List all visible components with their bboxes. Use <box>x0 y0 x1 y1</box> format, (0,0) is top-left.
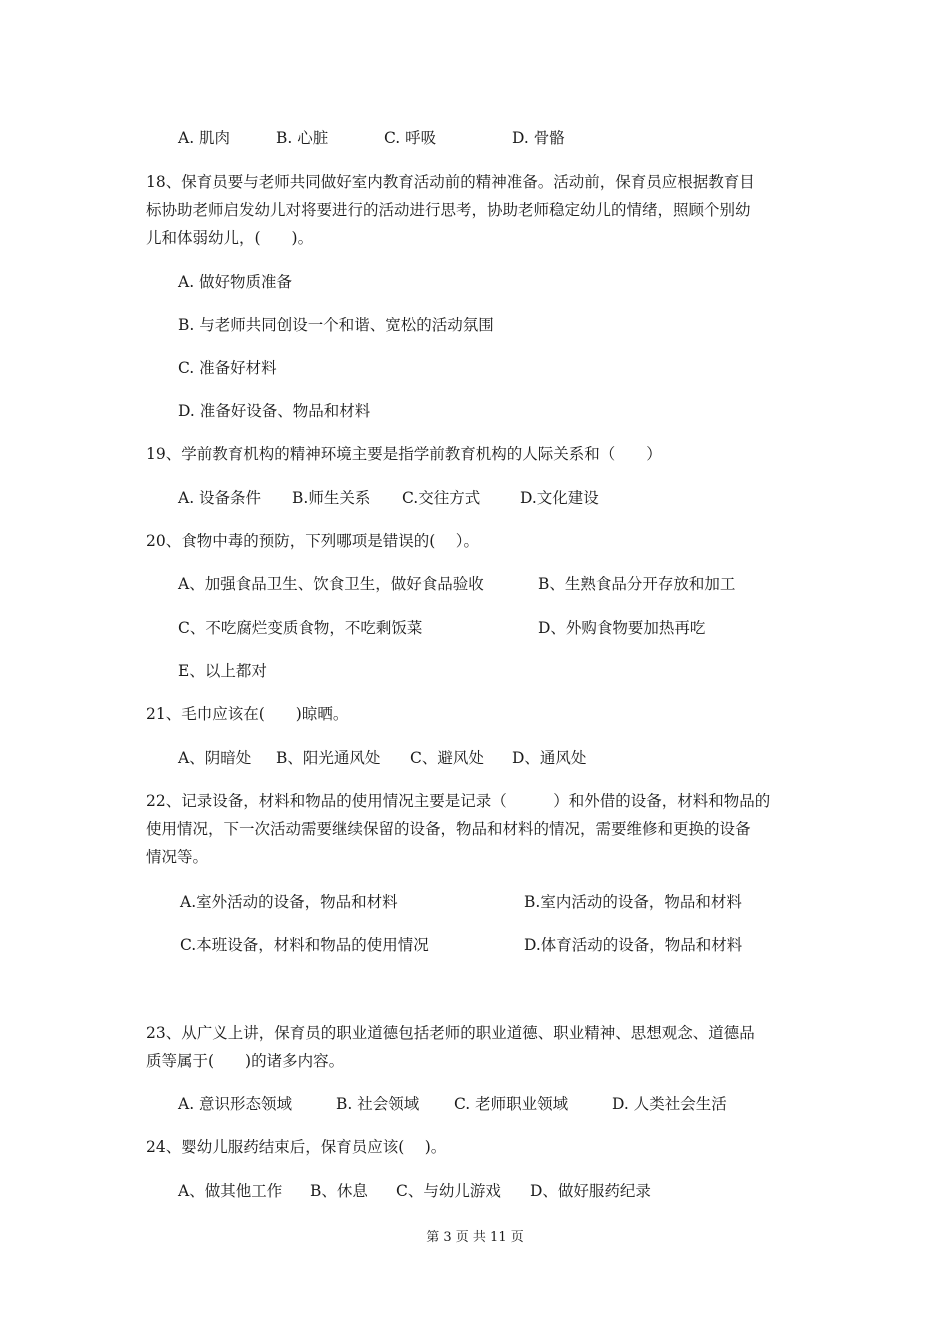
q20-option-b: B、生熟食品分开存放和加工 <box>538 575 736 593</box>
q18-option-c: C. 准备好材料 <box>178 359 277 377</box>
q21-option-a: A、阴暗处 <box>178 749 252 767</box>
q22-option-a: A.室外活动的设备，物品和材料 <box>180 893 398 911</box>
q19-option-d: D.文化建设 <box>520 489 599 507</box>
q24-option-c: C、与幼儿游戏 <box>396 1182 501 1200</box>
q23-stem-line-2: 质等属于( )的诸多内容。 <box>146 1052 345 1070</box>
q24-option-a: A、做其他工作 <box>178 1182 283 1200</box>
q18-stem-line-1: 18、保育员要与老师共同做好室内教育活动前的精神准备。活动前，保育员应根据教育目 <box>146 173 755 191</box>
q18-option-b: B. 与老师共同创设一个和谐、宽松的活动氛围 <box>178 316 494 334</box>
q22-option-d: D.体育活动的设备，物品和材料 <box>524 936 743 954</box>
q23-option-b: B. 社会领域 <box>336 1095 420 1113</box>
q22-option-b: B.室内活动的设备，物品和材料 <box>524 893 742 911</box>
q21-stem: 21、毛巾应该在( )晾晒。 <box>146 705 349 723</box>
q18-stem-line-3: 儿和体弱幼儿，( )。 <box>146 229 314 247</box>
q20-option-d: D、外购食物要加热再吃 <box>538 619 706 637</box>
q24-option-b: B、休息 <box>310 1182 368 1200</box>
q23-option-c: C. 老师职业领域 <box>454 1095 569 1113</box>
q21-option-b: B、阳光通风处 <box>276 749 381 767</box>
q24-stem: 24、婴幼儿服药结束后，保育员应该( )。 <box>146 1138 447 1156</box>
q17-option-b: B. 心脏 <box>276 129 329 147</box>
q23-option-a: A. 意识形态领域 <box>178 1095 293 1113</box>
q20-option-a: A、加强食品卫生、饮食卫生，做好食品验收 <box>178 575 484 593</box>
q17-option-d: D. 骨骼 <box>512 129 565 147</box>
q22-stem-line-3: 情况等。 <box>146 848 209 866</box>
page-number: 第 3 页 共 11 页 <box>426 1230 524 1245</box>
q20-stem: 20、食物中毒的预防，下列哪项是错误的( ）。 <box>146 532 479 550</box>
q18-stem-line-2: 标协助老师启发幼儿对将要进行的活动进行思考，协助老师稳定幼儿的情绪，照顾个别幼 <box>146 201 751 219</box>
q19-option-c: C.交往方式 <box>402 489 481 507</box>
q19-stem: 19、学前教育机构的精神环境主要是指学前教育机构的人际关系和（ ） <box>146 445 662 463</box>
q17-option-a: A. 肌肉 <box>178 129 231 147</box>
q21-option-c: C、避风处 <box>410 749 484 767</box>
q20-option-c: C、不吃腐烂变质食物，不吃剩饭菜 <box>178 619 423 637</box>
q20-option-e: E、以上都对 <box>178 662 267 680</box>
q22-stem-line-2: 使用情况，下一次活动需要继续保留的设备，物品和材料的情况，需要维修和更换的设备 <box>146 820 751 838</box>
q23-option-d: D. 人类社会生活 <box>612 1095 727 1113</box>
q18-option-a: A. 做好物质准备 <box>178 273 293 291</box>
q21-option-d: D、通风处 <box>512 749 587 767</box>
q24-option-d: D、做好服药纪录 <box>530 1182 651 1200</box>
q19-option-b: B.师生关系 <box>292 489 371 507</box>
q22-option-c: C.本班设备，材料和物品的使用情况 <box>180 936 429 954</box>
q19-option-a: A. 设备条件 <box>178 489 262 507</box>
q23-stem-line-1: 23、从广义上讲，保育员的职业道德包括老师的职业道德、职业精神、思想观念、道德品 <box>146 1024 755 1042</box>
q17-option-c: C. 呼吸 <box>384 129 437 147</box>
q18-option-d: D. 准备好设备、物品和材料 <box>178 402 371 420</box>
q22-stem-line-1: 22、记录设备，材料和物品的使用情况主要是记录（ ）和外借的设备，材料和物品的 <box>146 792 771 810</box>
